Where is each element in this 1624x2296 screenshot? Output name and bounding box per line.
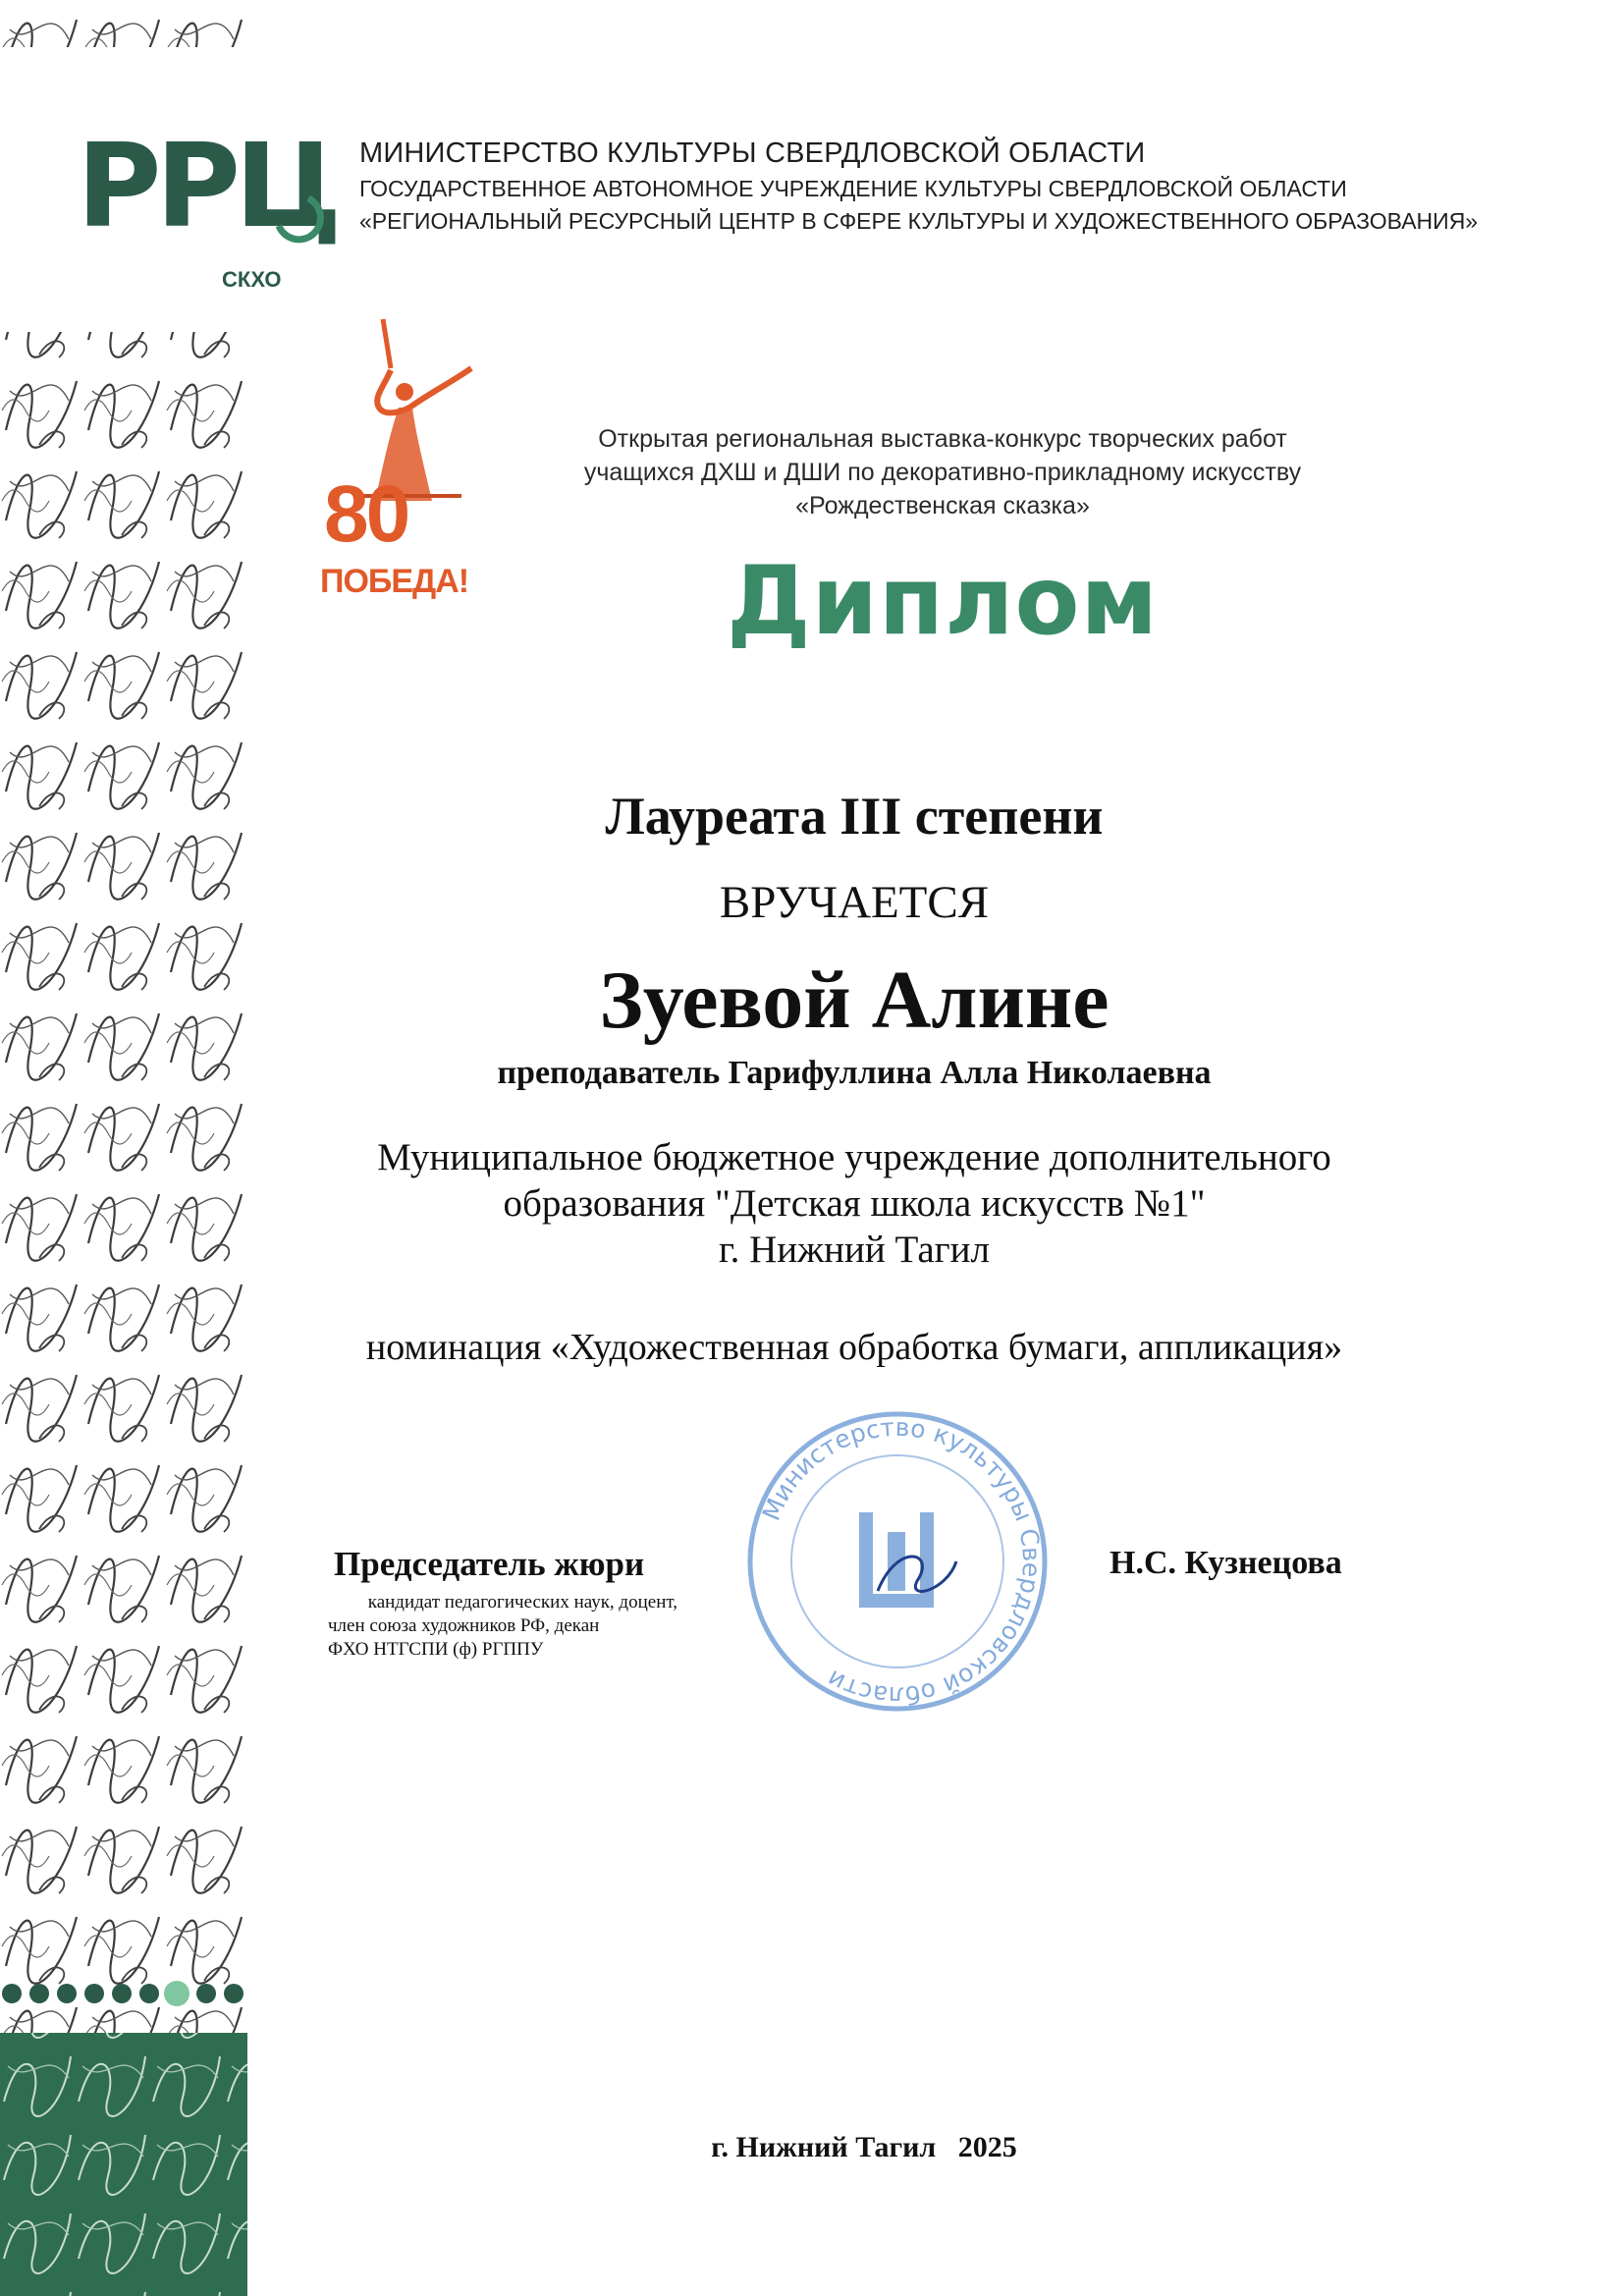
institution bbox=[255, 1135, 1453, 1273]
org-line-1: МИНИСТЕРСТВО КУЛЬТУРЫ СВЕРДЛОВСКОЙ ОБЛАСТИ bbox=[359, 137, 1146, 169]
nomination: номинация «Художественная обработка бумаги, аппликация» bbox=[365, 1327, 1343, 1368]
contest-description bbox=[511, 422, 1375, 522]
credentials-line-3: ФХО НТГСПИ (ф) РГППУ bbox=[328, 1638, 544, 1660]
logo-sub-text: СКХО bbox=[222, 267, 282, 292]
organization-header bbox=[359, 137, 1478, 235]
teacher-line: преподаватель Гарифуллина Алла Николаевна bbox=[497, 1055, 1212, 1091]
credentials-line-1: кандидат педагогических наук, доцент, bbox=[367, 1592, 677, 1613]
emblem-text: ПОБЕДА! bbox=[320, 563, 469, 600]
awarded-label: ВРУЧАЕТСЯ bbox=[719, 877, 990, 928]
award-degree: Лауреата III степени bbox=[605, 787, 1104, 846]
victory-80-emblem bbox=[314, 309, 491, 614]
recipient-name: Зуевой Алине bbox=[599, 955, 1110, 1046]
institution-line-2: образования "Детская школа искусств №1" bbox=[503, 1181, 1206, 1225]
org-line-2: ГОСУДАРСТВЕННОЕ АВТОНОМНОЕ УЧРЕЖДЕНИЕ КУЛЬТУРЫ СВЕРДЛОВСКОЙ ОБЛАСТИ bbox=[359, 176, 1347, 201]
diploma-title: Диплом bbox=[727, 546, 1159, 656]
jury-chair-title: Председатель жюри bbox=[334, 1545, 645, 1583]
dots-row bbox=[2, 1981, 244, 2006]
footer-place-year: г. Нижний Тагил 2025 bbox=[711, 2131, 1017, 2163]
institution-line-3: г. Нижний Тагил bbox=[719, 1228, 990, 1271]
institution-line-1: Муниципальное бюджетное учреждение дополнительного bbox=[377, 1136, 1331, 1178]
jury-chair-credentials bbox=[324, 1591, 677, 1661]
emblem-number: 80 bbox=[324, 469, 408, 559]
contest-line-1: Открытая региональная выставка-конкурс творческих работ bbox=[598, 425, 1287, 453]
signer-name: Н.С. Кузнецова bbox=[1110, 1545, 1342, 1581]
contest-line-3: «Рождественская сказка» bbox=[795, 492, 1090, 519]
org-line-3: «РЕГИОНАЛЬНЫЙ РЕСУРСНЫЙ ЦЕНТР В СФЕРЕ КУЛЬТУРЫ И ХУДОЖЕСТВЕННОГО ОБРАЗОВАНИЯ» bbox=[359, 208, 1479, 234]
decorative-strip bbox=[0, 0, 247, 2296]
contest-line-2: учащихся ДХШ и ДШИ по декоративно-прикладному искусству bbox=[583, 459, 1302, 486]
credentials-line-2: член союза художников РФ, декан bbox=[328, 1614, 600, 1636]
official-stamp bbox=[740, 1404, 1055, 1719]
calligraphy-pattern bbox=[0, 0, 247, 2296]
svg-text:Министерство культуры Свердлов: Министерство культуры Свердловской области bbox=[756, 1412, 1047, 1711]
logo-swirl-icon bbox=[269, 187, 338, 255]
rrc-logo bbox=[77, 118, 337, 295]
logo-main-text: РРЦ bbox=[77, 118, 337, 253]
